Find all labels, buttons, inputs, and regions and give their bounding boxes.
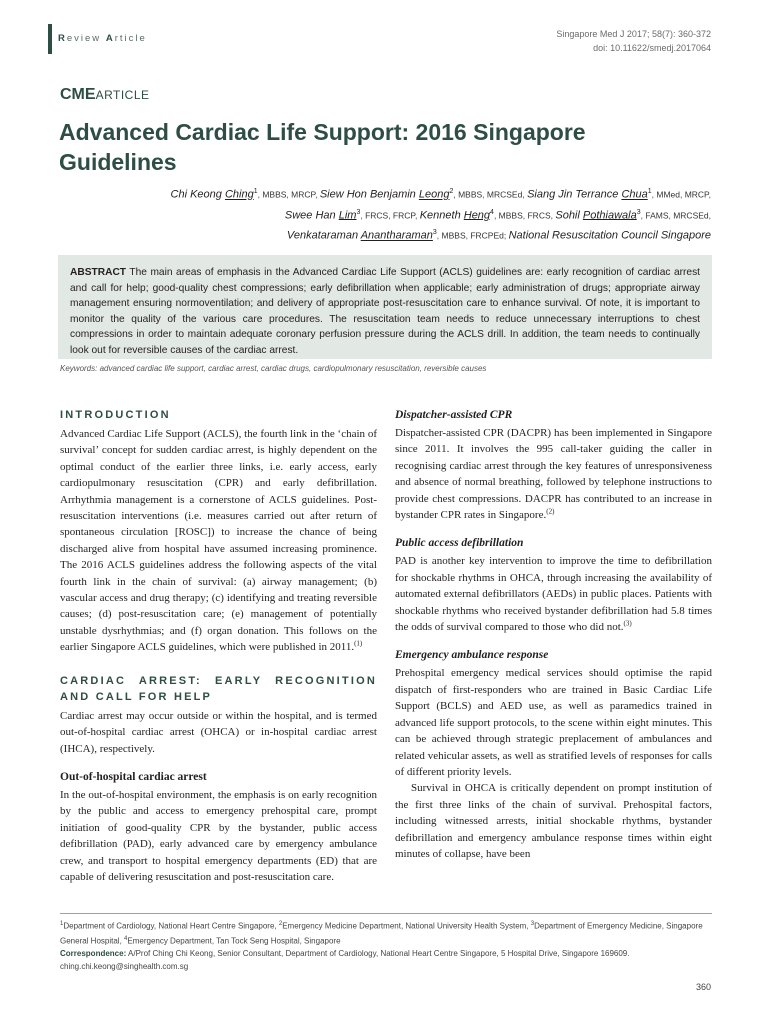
article-title: Advanced Cardiac Life Support: 2016 Singapore Guidelines [59,119,586,175]
author-surname: Heng [463,209,491,222]
section-marker-bar [48,24,52,54]
cardiac-arrest-heading: CARDIAC ARREST: EARLY RECOGNITION AND CALL FOR HELP [60,674,377,703]
author-list: Chi Keong Ching$^1$, MBBS, MRCP, Siew Hon Benjamin Leong$^2$, MBBS, MRCSEd, Siang Jin Terrance Chua$^1$, MMed, MRCP, Swee Han Lim$^3$, FRCS, FRCP, Kenneth Heng$^4$, MBBS, FRCS, Sohil Pothiawala$^3$, FAMS, MRCSEd, Venkataraman Anantharaman$^3$, MBBS, FRCPEd; National Resuscitation Council Singapore [170,188,711,242]
keywords: Keywords: advanced cardiac life support, cardiac arrest, cardiac drugs, cardiopulmonary resuscitation, reversible causes [60,364,487,373]
affiliations: $^1$Department of Cardiology, National Heart Centre Singapore, $^2$Emergency Medicine Department, National University Health System, $^3$Department of Emergency Medicine, Singapore General Hospital, $^4$Emergency Department, Tan Tock Seng Hospital, Singapore [60,921,703,946]
citation-ref[interactable]: (1) [354,639,363,648]
pad-heading: Public access defibrillation [395,537,524,550]
author-name: Venkataraman [286,229,361,242]
author-name: Siew Hon Benjamin [319,188,419,201]
abstract-text: The main areas of emphasis in the Advanced Cardiac Life Support (ACLS) guidelines are: early recognition of cardiac arrest and call for help; good-quality chest compressions; early defibrillation when applicable; early administration of drugs; appropriate airway management ensuring normoventilation; and delivery of appropriate post-resuscitation care to enhance survival. Of note, it is important to monitor the quality of the various care procedures. The resuscitation team needs to reduce unnecessary interruptions to chest compressions in order to maintain adequate coronary perfusion pressure during the ACLS drill. In addition, the team needs to continually look out for reversible causes of the cardiac arrest. [70,267,701,356]
author-surname: Lim [338,209,357,222]
council-name: National Resuscitation Council Singapore [508,229,711,242]
journal-line: Singapore Med J 2017; 58(7): 360-372 [556,29,711,39]
author-surname: Leong [418,188,450,201]
cardiac-arrest-text: Cardiac arrest may occur outside or within the hospital, and is termed out-of-hospital cardiac arrest (OHCA) or in-hospital cardiac arrest (IHCA), respectively. [60,709,377,755]
author-name: Sohil [555,209,583,222]
doi-line[interactable]: doi: 10.11622/smedj.2017064 [593,43,711,53]
abstract-box [58,255,712,359]
dacpr-text: Dispatcher-assisted CPR (DACPR) has been implemented in Singapore since 2011. It involves the 995 call-taker guiding the caller in recognising cardiac arrest through the key features of unresponsiveness and absence of normal breathing, followed by telephone instructions to provide chest compressions. DACPR has contributed to an increase in bystander CPR rates in Singapore.$^{(2)}$ [395,427,712,522]
footnote-divider [60,913,712,914]
cme-article-label: CMEARTICLE [60,86,150,103]
pad-text: PAD is another key intervention to improve the time to defibrillation for shockable rhythms in OHCA, through increasing the availability of automated external defibrillators (AEDs) in public places. Patients with shockable rhythms who received bystander defibrillation had 5.8 times the odds of survival compared to those who did not.$^{(3)}$ [395,555,712,634]
author-name: Swee Han [284,209,339,222]
right-column [395,407,712,862]
ohca-heading: Out-of-hospital cardiac arrest [60,770,207,783]
introduction-heading: INTRODUCTION [60,409,171,421]
dacpr-heading: Dispatcher-assisted CPR [395,409,513,421]
citation-ref[interactable]: (2) [546,507,555,516]
correspondence: Correspondence: A/Prof Ching Chi Keong, Senior Consultant, Department of Cardiology, National Heart Centre Singapore, 5 Hospital Drive, Singapore 169609. ching.chi.keong@singhealth.com.sg [60,949,630,971]
section-label: Review Article [58,33,147,44]
journal-citation [556,27,711,55]
author-name: Kenneth [419,209,464,222]
ambulance-text-2: Survival in OHCA is critically dependent on prompt institution of the first three links of the chain of survival. Prehospital factors, including witnessed arrests, initial shockable rhythms, bystander defibrillation and emergency ambulance response times within eight minutes of collapse, have been [395,782,712,860]
page-number: 360 [695,982,711,992]
author-name: Chi Keong [170,188,225,201]
author-surname: Pothiawala [582,209,637,222]
author-surname: Ching [224,188,254,201]
ambulance-text-1: Prehospital emergency medical services should optimise the rapid dispatch of first-responders who are trained in Basic Cardiac Life Support (BCLS) and AED use, as well as paramedics trained in advanced life support protocols, to the scene within eight minutes. This can be achieved through strategic preplacement of ambulances and related vehicular assets, as well as stratified levels of responses for calls of different priority levels. [395,667,712,778]
footnotes [60,918,712,973]
author-surname: Anantharaman [360,229,433,242]
citation-ref[interactable]: (3) [623,619,632,628]
left-column [60,407,377,885]
ohca-text: In the out-of-hospital environment, the emphasis is on early recognition by the public and access to emergency prehospital care, prompt initiation of good-quality CPR by the bystander, public access defibrillation (PAD), early advanced care by emergency ambulance crew, and transport to hospital emergency departments (ED) that are capable of delivering resuscitation and post-resuscitation care. [60,788,377,883]
author-surname: Chua [621,188,648,201]
introduction-text: Advanced Cardiac Life Support (ACLS), the fourth link in the ‘chain of survival’ concept for sudden cardiac arrest, is highly dependent on the optimal conduct of the earlier three links, i.e. early access, early cardiopulmonary resuscitation (CPR) and early defibrillation. Arrhythmia management is a cornerstone of ACLS guidelines. Post-resuscitation interventions (i.e. measures carried out after return of spontaneous circulation [ROSC]) to increase the chance of being discharged alive from hospital have assumed increasing prominence. The 2016 ACLS guidelines address the following aspects of the vital fourth link in the chain of survival: (a) airway management; (b) vascular access and drug therapy; (c) identifying and treating reversible causes; (d) post-resuscitation care; (e) management of potentially unstable dysrhythmias; and (f) organ donation. This follows on the earlier Singapore ACLS guidelines, which were published in 2011.$^{(1)}$ [60,428,377,654]
abstract-heading: ABSTRACT [70,267,127,278]
author-name: Siang Jin Terrance [527,188,622,201]
ambulance-heading: Emergency ambulance response [395,649,549,662]
